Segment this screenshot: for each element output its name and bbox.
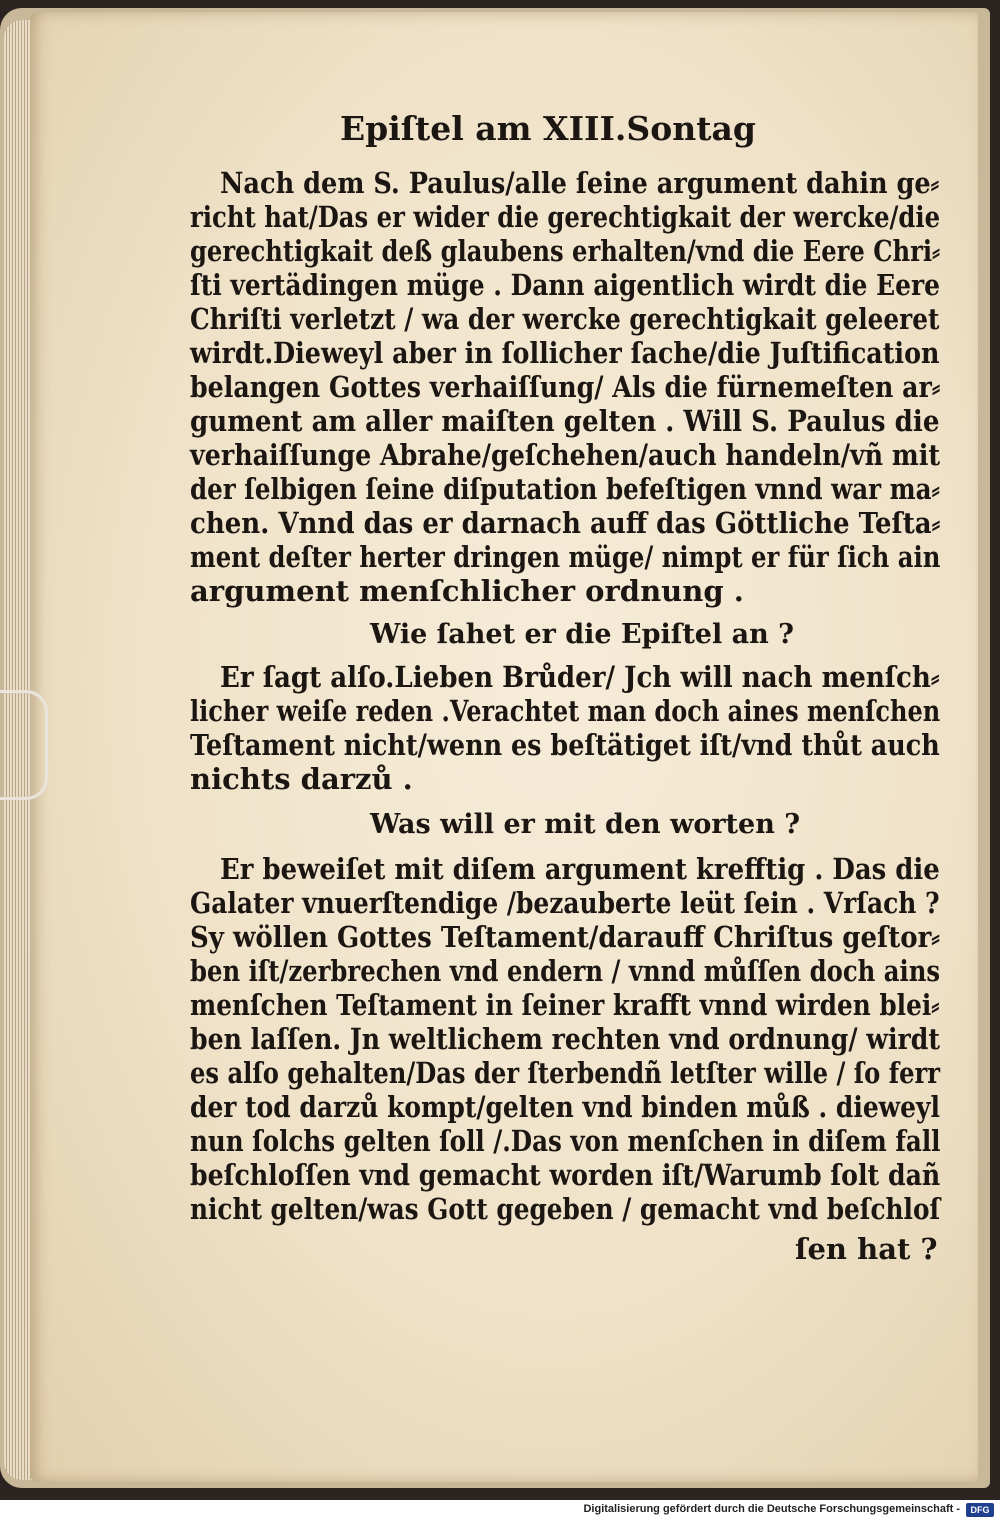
question-heading: Was will er mit den worten ? xyxy=(370,809,801,840)
page-clip xyxy=(0,690,48,800)
text-line: Er ſagt alſo.Lieben Brůder/ Jch will nach menſch⸗ xyxy=(220,660,940,694)
text-line: der tod darzů kompt/gelten vnd binden můß . dieweyl xyxy=(190,1090,941,1124)
text-line: gument am aller maiſten gelten . Will S. Paulus die xyxy=(190,404,940,438)
text-line: Er beweiſet mit diſem argument krefftig . Das die xyxy=(220,852,940,886)
text-line: Galater vnuerſtendige /bezauberte leüt ſein . Vrſach ? xyxy=(190,886,940,920)
text-line: ben iſt/zerbrechen vnd endern / vnnd můſſen doch ains xyxy=(190,954,941,988)
text-line: ſti vertädingen müge . Dann aigentlich wirdt die Eere xyxy=(190,268,940,302)
text-line: der ſelbigen ſeine diſputation befeſtigen vnnd war ma⸗ xyxy=(190,472,940,506)
text-line: wirdt.Dieweyl aber in ſollicher ſache/die Juſtification xyxy=(190,336,940,370)
text-line: es alſo gehalten/Das der ſterbendñ letſter wille / ſo ferr xyxy=(190,1056,941,1090)
text-line: richt hat/Das er wider die gerechtigkait der wercke/die xyxy=(190,200,941,234)
text-line: menſchen Teſtament in ſeiner krafft vnnd wirden blei⸗ xyxy=(190,988,940,1022)
text-line: beſchloſſen vnd gemacht worden iſt/Warumb ſolt dañ xyxy=(190,1158,941,1192)
dfg-logo: DFG xyxy=(966,1503,994,1517)
text-line: belangen Gottes verhaiſſung/ Als die fürnemeſten ar⸗ xyxy=(190,370,941,404)
text-line: argument menſchlicher ordnung . xyxy=(190,574,744,608)
text-line-last: ſen hat ? xyxy=(795,1232,938,1266)
text-line: verhaiſſunge Abrahe/geſchehen/auch handeln/vñ mit xyxy=(190,438,941,472)
text-line: nun ſolchs gelten ſoll /.Das von menſchen in diſem fall xyxy=(190,1124,941,1158)
footer-bar xyxy=(0,1500,1000,1522)
text-line: chen. Vnnd das er darnach auff das Göttliche Teſta⸗ xyxy=(190,506,941,540)
text-line: nichts darzů . xyxy=(190,762,413,796)
text-line: ment deſter herter dringen müge/ nimpt er für ſich ain xyxy=(190,540,941,574)
page-heading: Epiſtel am XIII.Sontag xyxy=(340,109,756,148)
text-line: Nach dem S. Paulus/alle ſeine argument dahin ge⸗ xyxy=(220,166,940,200)
text-line: Sy wöllen Gottes Teſtament/darauff Chriſtus geſtor⸗ xyxy=(190,920,940,954)
text-line: nicht gelten/was Gott gegeben / gemacht vnd beſchloſ xyxy=(190,1192,941,1226)
text-line: Chriſti verletzt / wa der wercke gerechtigkait geleeret xyxy=(190,302,940,336)
text-line: gerechtigkait deß glaubens erhalten/vnd die Eere Chri⸗ xyxy=(190,234,941,268)
text-line: Teſtament nicht/wenn es beſtätiget iſt/vnd thůt auch xyxy=(190,728,940,762)
text-line: licher weiſe reden .Verachtet man doch aines menſchen xyxy=(190,694,941,728)
text-line: ben laſſen. Jn weltlichem rechten vnd ordnung/ wirdt xyxy=(190,1022,940,1056)
question-heading: Wie ſahet er die Epiſtel an ? xyxy=(370,619,794,650)
funding-credit: Digitalisierung gefördert durch die Deutsche Forschungsgemeinschaft - xyxy=(583,1503,960,1515)
